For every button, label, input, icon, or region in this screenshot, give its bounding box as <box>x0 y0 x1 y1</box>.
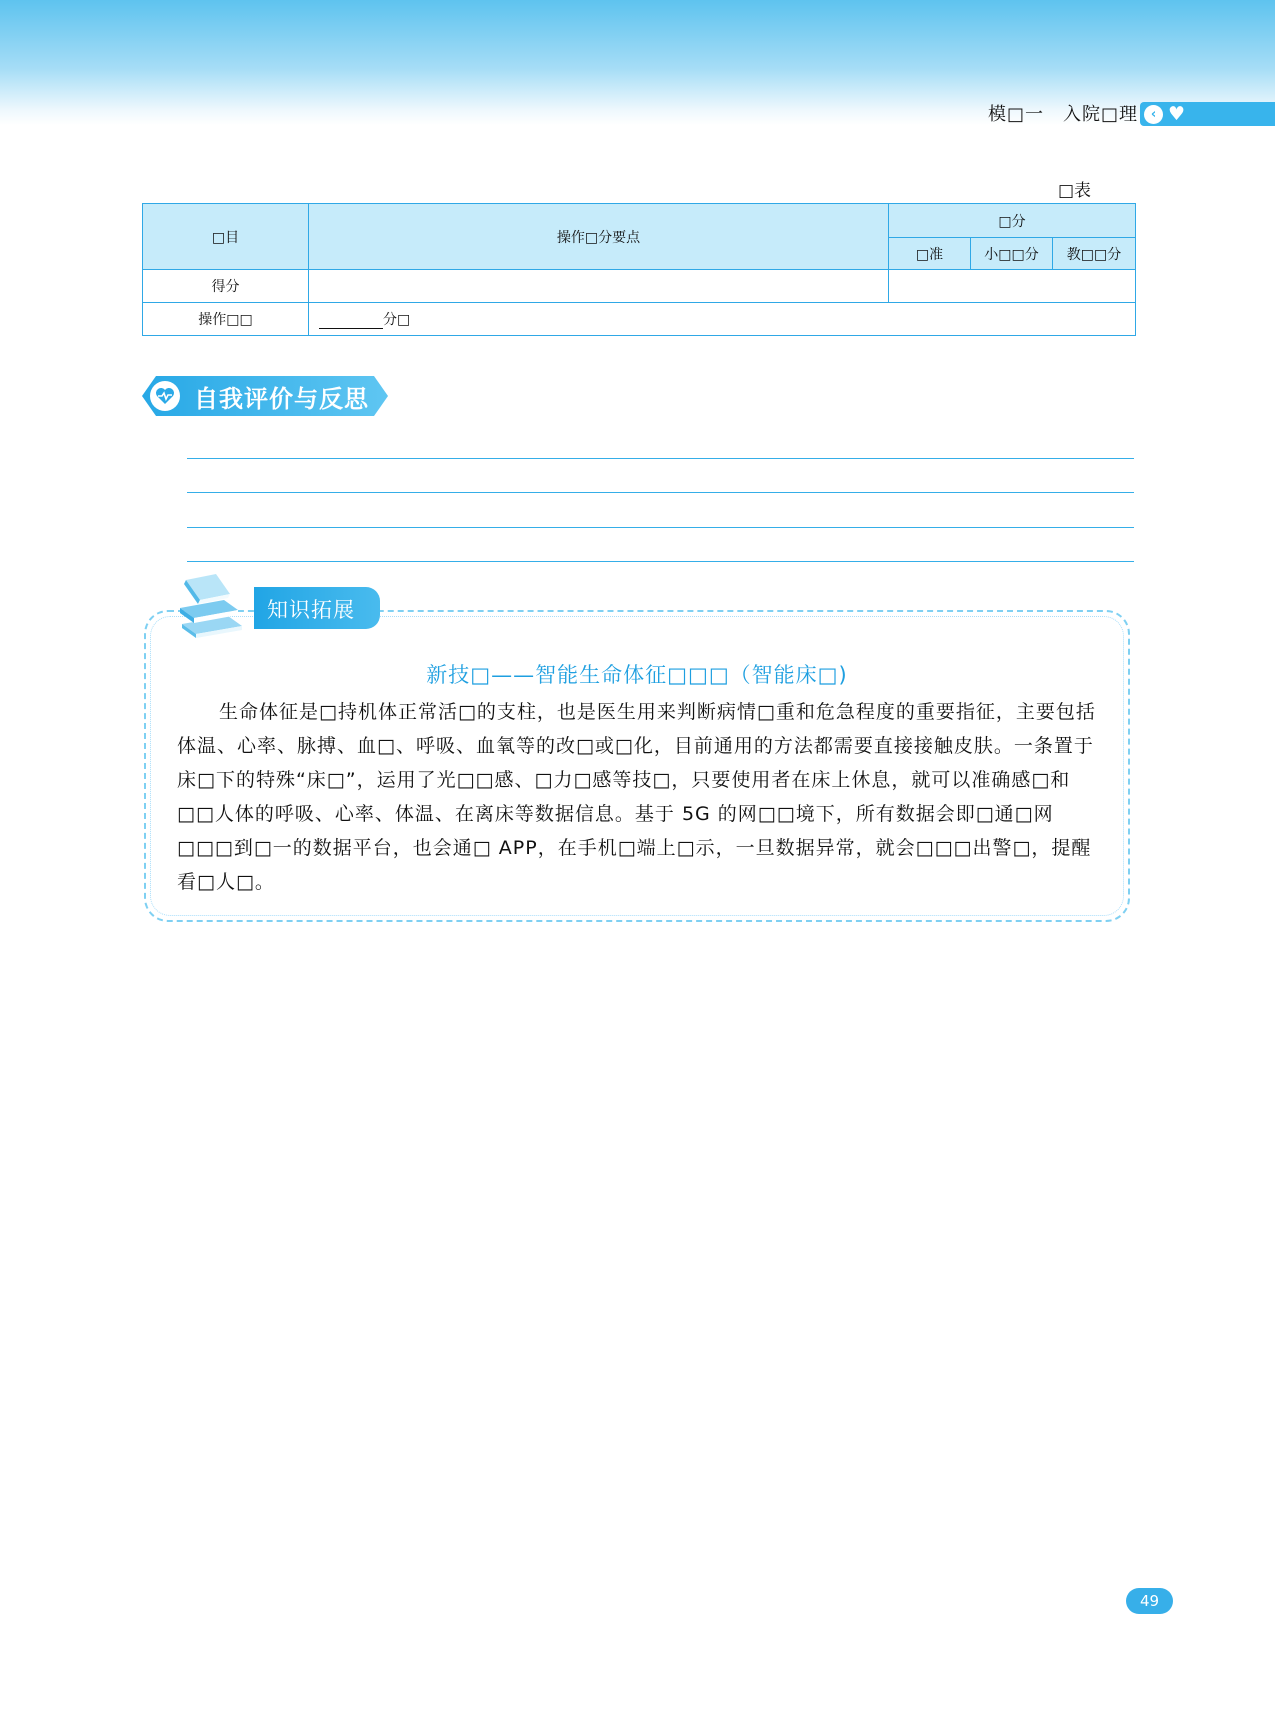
table-row <box>143 303 1136 336</box>
writing-line[interactable] <box>187 492 1134 493</box>
arrow-icon: ‹ <box>1144 105 1163 124</box>
page-number: 49 <box>1126 1588 1173 1614</box>
heart-icon: ♥ <box>1168 103 1186 125</box>
header-tab <box>1140 102 1275 126</box>
time-unit: 分□ <box>383 312 411 328</box>
score-value-cell[interactable] <box>889 270 1136 303</box>
books-icon <box>176 572 246 642</box>
row-time-label: 操作□□ <box>143 303 309 336</box>
table-caption: □表 <box>1058 181 1092 201</box>
knowledge-tag-label: 知识拓展 <box>267 598 355 622</box>
score-points-cell[interactable] <box>309 270 889 303</box>
knowledge-heading: 新技□——智能生命体征□□□（智能床□) <box>426 663 848 687</box>
writing-line[interactable] <box>187 527 1134 528</box>
header-item: □目 <box>143 204 309 270</box>
time-cell <box>309 303 1136 336</box>
reflection-title: 自我评价与反思 <box>194 385 369 413</box>
knowledge-body-text: 生命体征是□持机体正常活□的支柱，也是医生用来判断病情□重和危急程度的重要指征，主要包括体温、心率、脉搏、血□、呼吸、血氧等的改□或□化，目前通用的方法都需要直接接触皮肤。一条置于床□下的特殊“床□”，运用了光□□感、□力□感等技□，只要使用者在床上休息，就可以准确感□和□□人体的呼吸、心率、体温、在离床等数据信息。基于 5G 的网□□境下，所有数据会即□通□网□□□到□一的数据平台，也会通□ APP，在手机□端上□示，一旦数据异常，就会□□□出警□，提醒看□人□。 <box>177 701 1096 893</box>
knowledge-body <box>177 695 1097 899</box>
header-standard: □准 <box>889 238 971 270</box>
header-points: 操作□分要点 <box>309 204 889 270</box>
row-score-label: 得分 <box>143 270 309 303</box>
module-title: 模□一 入院□理 <box>987 104 1138 125</box>
header-group-score: 小□□分 <box>971 238 1053 270</box>
table-row <box>143 270 1136 303</box>
writing-line[interactable] <box>187 458 1134 459</box>
heartbeat-icon <box>150 381 180 411</box>
header-score: □分 <box>889 204 1136 238</box>
time-blank[interactable] <box>319 314 383 329</box>
writing-line[interactable] <box>187 561 1134 562</box>
header-teacher-score: 教□□分 <box>1053 238 1136 270</box>
score-table <box>142 203 1136 336</box>
